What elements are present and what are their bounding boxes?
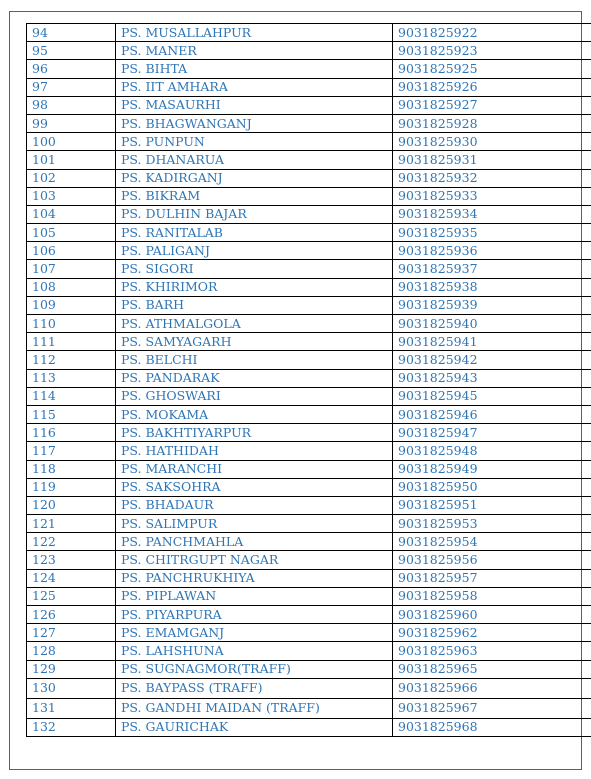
table-row	[27, 224, 591, 242]
serial-number-cell: 129	[27, 660, 116, 678]
table-row	[27, 460, 591, 478]
police-station-name-cell: PS. PIYARPURA	[116, 606, 393, 624]
serial-number-cell: 116	[27, 424, 116, 442]
phone-number-cell: 9031825931	[393, 151, 591, 169]
police-station-name-cell: PS. KHIRIMOR	[116, 278, 393, 296]
police-station-name-cell: PS. BIKRAM	[116, 187, 393, 205]
police-station-name-cell: PS. BHADAUR	[116, 496, 393, 514]
phone-number-cell: 9031825967	[393, 698, 591, 718]
serial-number-cell: 104	[27, 205, 116, 223]
table-row	[27, 442, 591, 460]
phone-number-cell: 9031825939	[393, 296, 591, 314]
phone-number-cell: 9031825954	[393, 533, 591, 551]
serial-number-cell: 132	[27, 718, 116, 736]
police-station-name-cell: PS. BAYPASS (TRAFF)	[116, 678, 393, 698]
phone-number-cell: 9031825958	[393, 587, 591, 605]
serial-number-cell: 113	[27, 369, 116, 387]
table-row	[27, 551, 591, 569]
serial-number-cell: 106	[27, 242, 116, 260]
serial-number-cell: 105	[27, 224, 116, 242]
table-row	[27, 515, 591, 533]
police-station-name-cell: PS. PANCHMAHLA	[116, 533, 393, 551]
table-row	[27, 478, 591, 496]
phone-number-cell: 9031825951	[393, 496, 591, 514]
table-row	[27, 624, 591, 642]
table-row	[27, 678, 591, 698]
serial-number-cell: 125	[27, 587, 116, 605]
table-row	[27, 351, 591, 369]
police-station-name-cell: PS. SAMYAGARH	[116, 333, 393, 351]
police-station-name-cell: PS. CHITRGUPT NAGAR	[116, 551, 393, 569]
police-station-name-cell: PS. SAKSOHRA	[116, 478, 393, 496]
phone-number-cell: 9031825946	[393, 405, 591, 423]
police-station-name-cell: PS. GAURICHAK	[116, 718, 393, 736]
serial-number-cell: 128	[27, 642, 116, 660]
serial-number-cell: 100	[27, 133, 116, 151]
phone-number-cell: 9031825922	[393, 24, 591, 42]
table-row	[27, 169, 591, 187]
phone-number-cell: 9031825928	[393, 114, 591, 132]
phone-number-cell: 9031825963	[393, 642, 591, 660]
serial-number-cell: 103	[27, 187, 116, 205]
phone-number-cell: 9031825938	[393, 278, 591, 296]
serial-number-cell: 121	[27, 515, 116, 533]
serial-number-cell: 130	[27, 678, 116, 698]
phone-number-cell: 9031825965	[393, 660, 591, 678]
police-station-name-cell: PS. BELCHI	[116, 351, 393, 369]
table-row	[27, 133, 591, 151]
police-station-name-cell: PS. DHANARUA	[116, 151, 393, 169]
serial-number-cell: 108	[27, 278, 116, 296]
police-station-name-cell: PS. PANCHRUKHIYA	[116, 569, 393, 587]
table-row	[27, 718, 591, 736]
phone-number-cell: 9031825943	[393, 369, 591, 387]
police-station-name-cell: PS. HATHIDAH	[116, 442, 393, 460]
table-row	[27, 642, 591, 660]
serial-number-cell: 122	[27, 533, 116, 551]
police-station-name-cell: PS. MARANCHI	[116, 460, 393, 478]
serial-number-cell: 112	[27, 351, 116, 369]
serial-number-cell: 118	[27, 460, 116, 478]
serial-number-cell: 98	[27, 96, 116, 114]
table-row	[27, 496, 591, 514]
table-row	[27, 96, 591, 114]
police-station-name-cell: PS. EMAMGANJ	[116, 624, 393, 642]
table-row	[27, 78, 591, 96]
serial-number-cell: 120	[27, 496, 116, 514]
police-station-name-cell: PS. PANDARAK	[116, 369, 393, 387]
serial-number-cell: 127	[27, 624, 116, 642]
serial-number-cell: 99	[27, 114, 116, 132]
table-row	[27, 114, 591, 132]
phone-number-cell: 9031825937	[393, 260, 591, 278]
phone-number-cell: 9031825942	[393, 351, 591, 369]
table-row	[27, 151, 591, 169]
table-row	[27, 187, 591, 205]
police-station-name-cell: PS. MANER	[116, 42, 393, 60]
serial-number-cell: 96	[27, 60, 116, 78]
police-station-name-cell: PS. LAHSHUNA	[116, 642, 393, 660]
police-station-name-cell: PS. MUSALLAHPUR	[116, 24, 393, 42]
table-row	[27, 533, 591, 551]
table-row	[27, 569, 591, 587]
serial-number-cell: 107	[27, 260, 116, 278]
phone-number-cell: 9031825945	[393, 387, 591, 405]
serial-number-cell: 102	[27, 169, 116, 187]
table-row	[27, 369, 591, 387]
police-station-name-cell: PS. RANITALAB	[116, 224, 393, 242]
police-station-name-cell: PS. ATHMALGOLA	[116, 315, 393, 333]
serial-number-cell: 101	[27, 151, 116, 169]
table-row	[27, 296, 591, 314]
phone-number-cell: 9031825935	[393, 224, 591, 242]
police-station-name-cell: PS. PIPLAWAN	[116, 587, 393, 605]
police-station-directory-table	[26, 23, 591, 737]
phone-number-cell: 9031825927	[393, 96, 591, 114]
police-station-name-cell: PS. SIGORI	[116, 260, 393, 278]
police-station-name-cell: PS. PALIGANJ	[116, 242, 393, 260]
police-station-name-cell: PS. MASAURHI	[116, 96, 393, 114]
serial-number-cell: 109	[27, 296, 116, 314]
phone-number-cell: 9031825956	[393, 551, 591, 569]
phone-number-cell: 9031825948	[393, 442, 591, 460]
police-station-name-cell: PS. SUGNAGMOR(TRAFF)	[116, 660, 393, 678]
phone-number-cell: 9031825925	[393, 60, 591, 78]
table-row	[27, 698, 591, 718]
serial-number-cell: 111	[27, 333, 116, 351]
table-row	[27, 60, 591, 78]
phone-number-cell: 9031825960	[393, 606, 591, 624]
table-row	[27, 405, 591, 423]
police-station-name-cell: PS. BHAGWANGANJ	[116, 114, 393, 132]
police-station-name-cell: PS. BIHTA	[116, 60, 393, 78]
serial-number-cell: 97	[27, 78, 116, 96]
table-row	[27, 42, 591, 60]
phone-number-cell: 9031825933	[393, 187, 591, 205]
serial-number-cell: 126	[27, 606, 116, 624]
table-row	[27, 387, 591, 405]
police-station-name-cell: PS. MOKAMA	[116, 405, 393, 423]
phone-number-cell: 9031825926	[393, 78, 591, 96]
phone-number-cell: 9031825923	[393, 42, 591, 60]
table-row	[27, 205, 591, 223]
serial-number-cell: 94	[27, 24, 116, 42]
phone-number-cell: 9031825932	[393, 169, 591, 187]
phone-number-cell: 9031825957	[393, 569, 591, 587]
table-row	[27, 242, 591, 260]
table-row	[27, 424, 591, 442]
phone-number-cell: 9031825940	[393, 315, 591, 333]
phone-number-cell: 9031825950	[393, 478, 591, 496]
police-station-name-cell: PS. DULHIN BAJAR	[116, 205, 393, 223]
table-row	[27, 24, 591, 42]
serial-number-cell: 117	[27, 442, 116, 460]
phone-number-cell: 9031825930	[393, 133, 591, 151]
serial-number-cell: 119	[27, 478, 116, 496]
phone-number-cell: 9031825941	[393, 333, 591, 351]
police-station-name-cell: PS. BAKHTIYARPUR	[116, 424, 393, 442]
phone-number-cell: 9031825947	[393, 424, 591, 442]
police-station-name-cell: PS. KADIRGANJ	[116, 169, 393, 187]
phone-number-cell: 9031825953	[393, 515, 591, 533]
phone-number-cell: 9031825968	[393, 718, 591, 736]
table-body	[27, 24, 591, 737]
serial-number-cell: 110	[27, 315, 116, 333]
phone-number-cell: 9031825936	[393, 242, 591, 260]
table-row	[27, 278, 591, 296]
phone-number-cell: 9031825949	[393, 460, 591, 478]
table-row	[27, 660, 591, 678]
phone-number-cell: 9031825934	[393, 205, 591, 223]
table-row	[27, 587, 591, 605]
police-station-name-cell: PS. GHOSWARI	[116, 387, 393, 405]
police-station-name-cell: PS. SALIMPUR	[116, 515, 393, 533]
table-row	[27, 315, 591, 333]
police-station-name-cell: PS. PUNPUN	[116, 133, 393, 151]
phone-number-cell: 9031825962	[393, 624, 591, 642]
police-station-name-cell: PS. GANDHI MAIDAN (TRAFF)	[116, 698, 393, 718]
table-row	[27, 606, 591, 624]
serial-number-cell: 123	[27, 551, 116, 569]
serial-number-cell: 95	[27, 42, 116, 60]
table-row	[27, 333, 591, 351]
police-station-name-cell: PS. BARH	[116, 296, 393, 314]
serial-number-cell: 115	[27, 405, 116, 423]
phone-number-cell: 9031825966	[393, 678, 591, 698]
serial-number-cell: 124	[27, 569, 116, 587]
table-row	[27, 260, 591, 278]
serial-number-cell: 131	[27, 698, 116, 718]
police-station-name-cell: PS. IIT AMHARA	[116, 78, 393, 96]
serial-number-cell: 114	[27, 387, 116, 405]
